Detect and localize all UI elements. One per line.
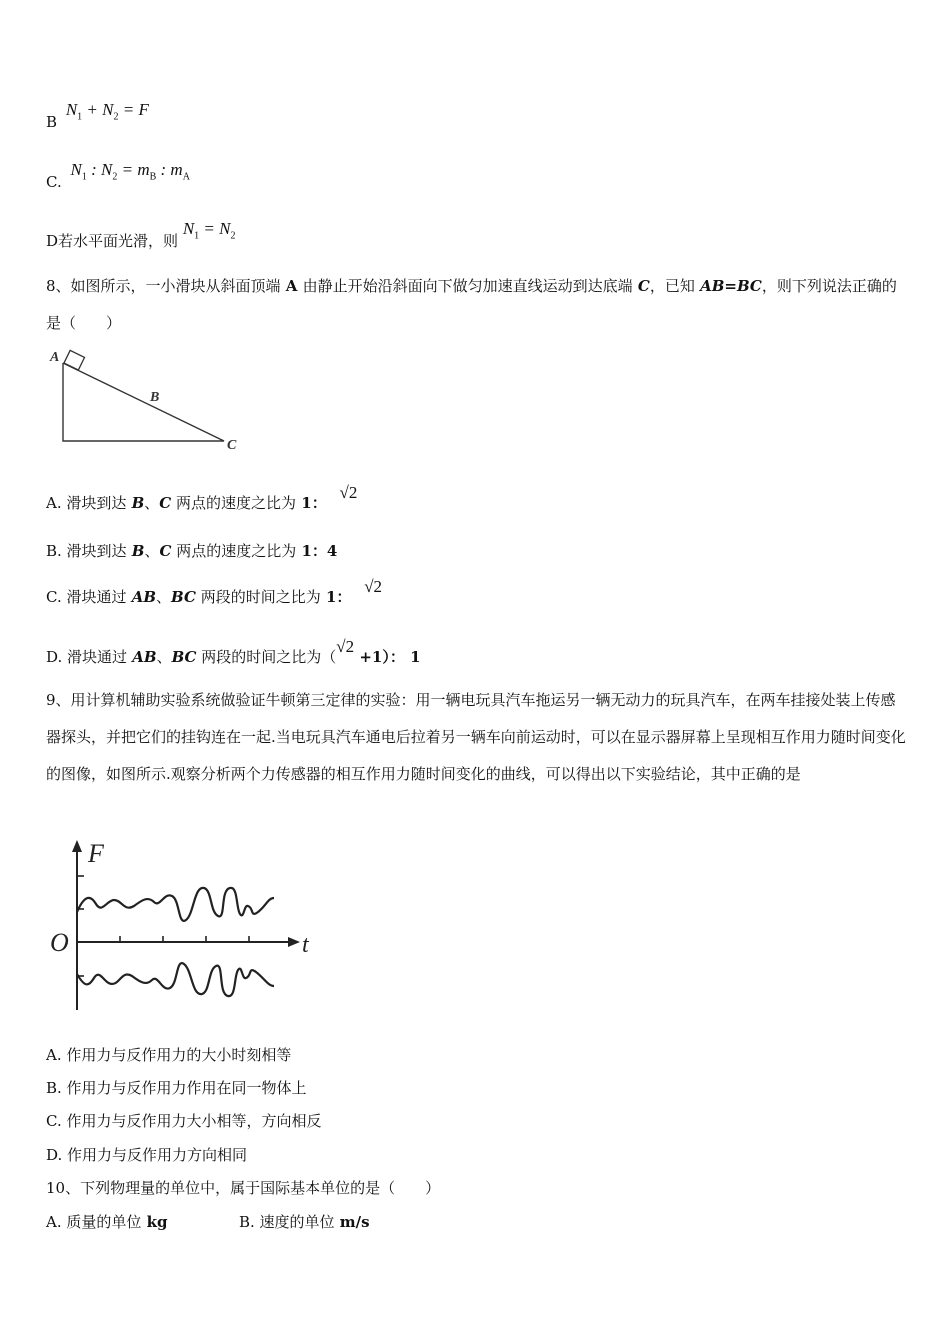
q7-option-d (46, 218, 236, 250)
incline-label-b: B (150, 390, 160, 405)
q8-option-d: D. 滑块通过 AB、BC 两段的时间之比为（√2 +1）： 1 (46, 637, 421, 666)
incline-label-c: C (227, 438, 237, 453)
graph-label-t: t (302, 932, 309, 958)
sqrt2-d: √2 (336, 637, 355, 656)
q8-option-a: A. 滑块到达 B、C 两点的速度之比为 1： √2 (46, 483, 358, 512)
incline-label-a: A (50, 350, 60, 365)
q7-option-c-label: C. (46, 173, 62, 191)
q8-option-c: C. 滑块通过 AB、BC 两段的时间之比为 1： √2 (46, 577, 383, 606)
q7-option-b (46, 100, 149, 131)
graph-label-f: F (88, 839, 104, 868)
q7-option-d-formula: $N_1 = N_2$ (182, 219, 236, 242)
sqrt2-c: √2 (364, 577, 383, 596)
q10-option-a: A. 质量的单位 kg (46, 1213, 168, 1231)
incline-figure (44, 343, 249, 458)
q7-option-c-formula: $N_1$ : $N_2 = m_B$ : $m_A$ (70, 160, 190, 183)
q7-option-c (46, 160, 190, 191)
q10-stem: 10、下列物理量的单位中，属于国际基本单位的是（ ） (46, 1179, 441, 1197)
q7-option-b-formula: $N_1 + N_2 = F$ (65, 100, 149, 123)
force-time-graph (44, 836, 324, 1016)
q9-option-c: C. 作用力与反作用力大小相等，方向相反 (46, 1112, 322, 1130)
sqrt2-a: √2 (339, 483, 358, 502)
q8-option-b: B. 滑块到达 B、C 两点的速度之比为 1：4 (46, 542, 338, 560)
q7-option-d-label: D若水平面光滑，则 (46, 232, 179, 250)
q9-option-a: A. 作用力与反作用力的大小时刻相等 (46, 1046, 292, 1064)
q9-option-d: D. 作用力与反作用力方向相同 (46, 1146, 248, 1164)
q10-option-b: B. 速度的单位 m/s (239, 1213, 370, 1231)
q8-stem: 8、如图所示，一小滑块从斜面顶端 A 由静止开始沿斜面向下做匀加速直线运动到达底端 C，已知 AB=BC，则下列说法正确的是（ ） (46, 277, 897, 332)
q9-stem: 9、用计算机辅助实验系统做验证牛顿第三定律的实验：用一辆电玩具汽车拖运另一辆无动力的玩具汽车，在两车挂接处装上传感器探头，并把它们的挂钩连在一起.当电玩具汽车通电后拉着另一辆车向前运动时，可以在显示器屏幕上呈现相互作用力随时间变化的图像，如图所示.观察分析两个力传感器的相互作用力随时间变化的曲线，可以得出以下实验结论，其中正确的是 (46, 691, 906, 783)
q7-option-b-label: B (46, 113, 58, 131)
q9-option-b: B. 作用力与反作用力作用在同一物体上 (46, 1079, 307, 1097)
graph-label-o: O (50, 928, 69, 957)
